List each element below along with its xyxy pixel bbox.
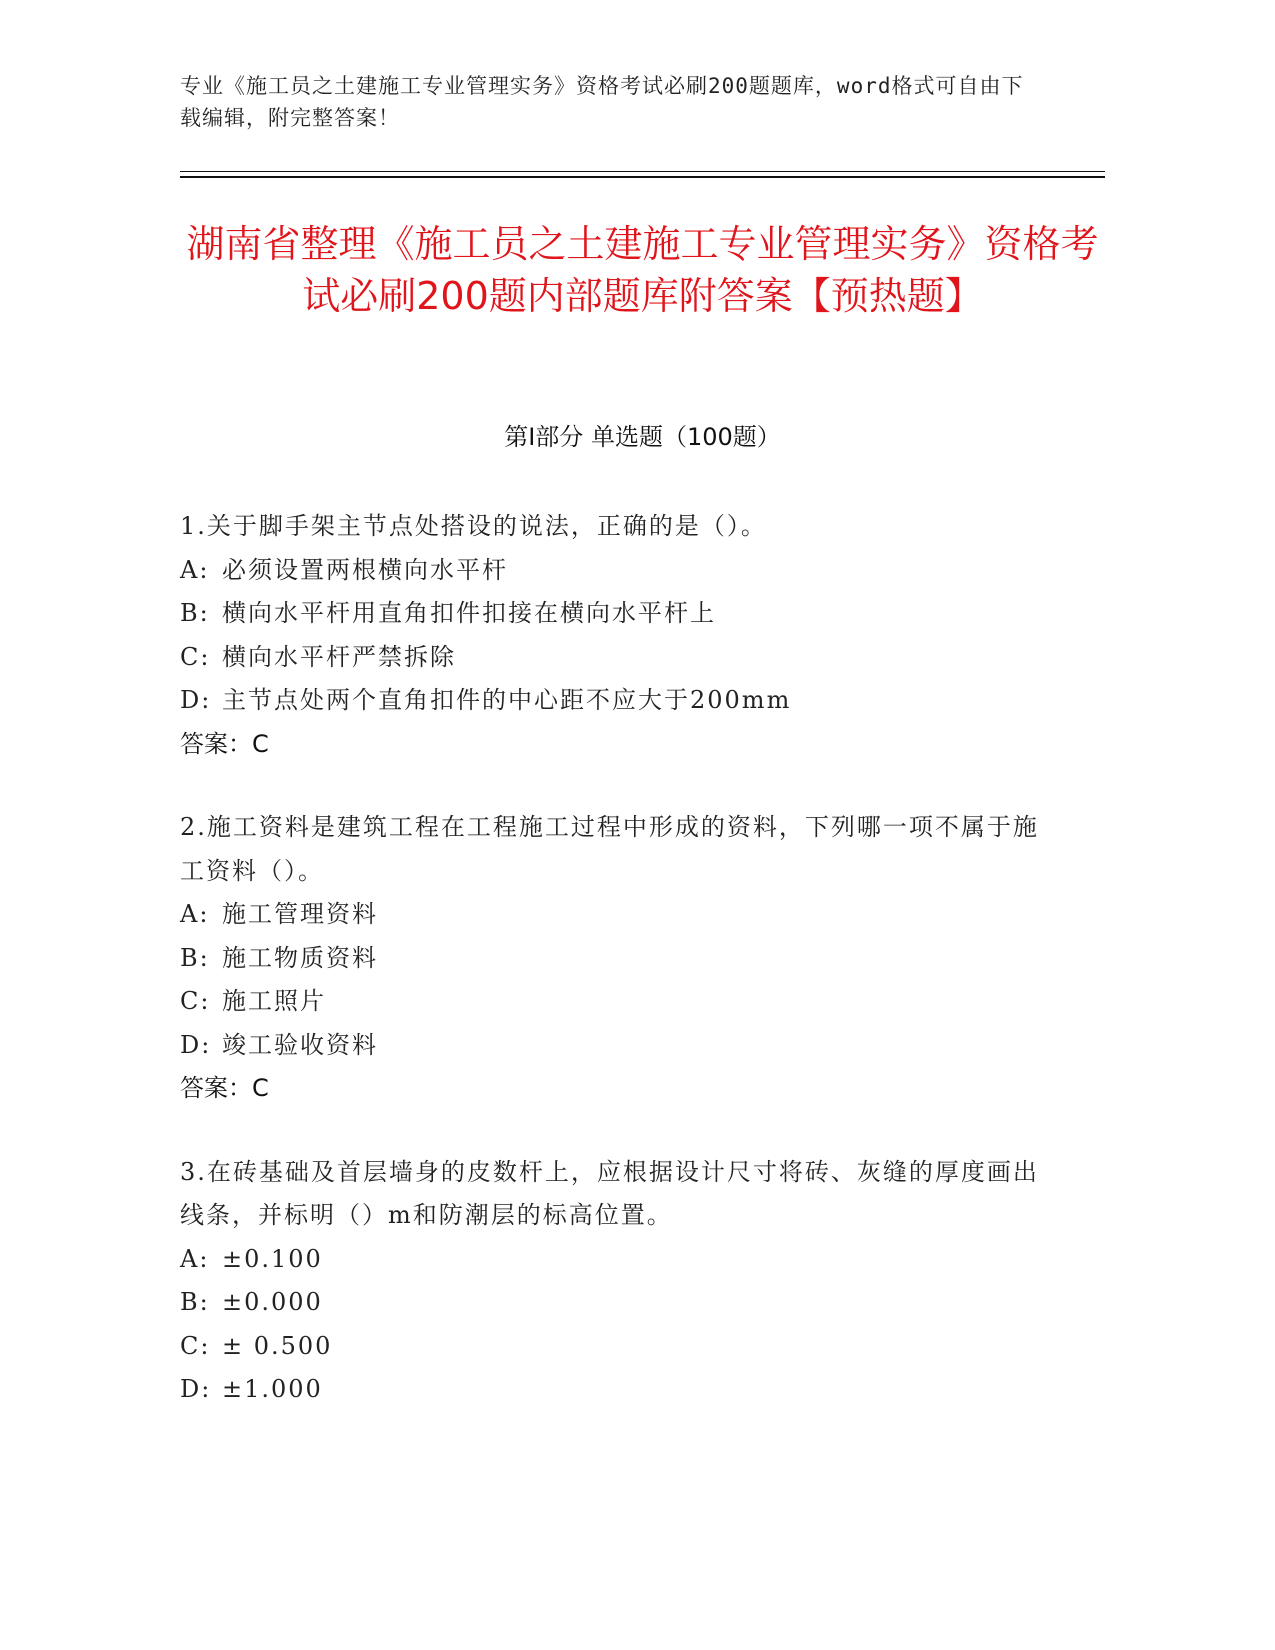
- header-divider-thick: [180, 176, 1105, 178]
- option-letter: D:: [180, 686, 212, 714]
- question-stem: 3.在砖基础及首层墙身的皮数杆上，应根据设计尺寸将砖、灰缝的厚度画出线条，并标明（）m和防潮层的标高位置。: [180, 1157, 1039, 1229]
- option-text: 竣工验收资料: [222, 1030, 378, 1059]
- option-letter: A:: [180, 555, 210, 584]
- header-note: 专业《施工员之土建施工专业管理实务》资格考试必刷200题题库，word格式可自由下载编辑，附完整答案！: [180, 74, 1024, 130]
- question-option: [180, 636, 1040, 680]
- option-letter: A:: [180, 900, 210, 928]
- option-letter: D:: [180, 1375, 212, 1403]
- answer-line: 答案：C: [180, 1074, 269, 1102]
- option-text: ±0.000: [222, 1288, 323, 1316]
- option-text: ± 0.500: [222, 1331, 333, 1360]
- option-text: 必须设置两根横向水平杆: [222, 555, 508, 584]
- section-title: 第Ⅰ部分 单选题（100题）: [504, 423, 781, 451]
- option-letter: A:: [180, 1244, 210, 1273]
- question-item: [180, 806, 1040, 1111]
- option-letter: D:: [180, 1030, 212, 1059]
- header-divider-thin: [180, 171, 1105, 172]
- question-stem: 2.施工资料是建筑工程在工程施工过程中形成的资料，下列哪一项不属于施工资料（）。: [180, 813, 1039, 885]
- question-item: [180, 505, 1040, 766]
- question-option: [180, 893, 1040, 937]
- option-text: ±0.100: [222, 1244, 323, 1273]
- question-option: [180, 1281, 1040, 1325]
- option-letter: C:: [180, 987, 211, 1015]
- option-letter: B:: [180, 599, 210, 627]
- question-item: [180, 1151, 1040, 1412]
- question-list: [180, 505, 1040, 1452]
- option-text: 施工管理资料: [222, 900, 378, 928]
- document-title: 湖南省整理《施工员之土建施工专业管理实务》资格考试必刷200题内部题库附答案【预热题】: [186, 222, 1099, 318]
- option-text: 施工照片: [222, 987, 326, 1015]
- question-stem: 1.关于脚手架主节点处搭设的说法，正确的是（）。: [180, 512, 767, 540]
- option-letter: B:: [180, 943, 210, 972]
- question-option: [180, 1368, 1040, 1412]
- option-text: ±1.000: [222, 1375, 323, 1403]
- option-text: 主节点处两个直角扣件的中心距不应大于200mm: [222, 686, 792, 714]
- question-option: [180, 1238, 1040, 1282]
- option-letter: C:: [180, 642, 211, 671]
- answer-line: 答案：C: [180, 729, 269, 758]
- option-text: 横向水平杆用直角扣件扣接在横向水平杆上: [222, 599, 716, 627]
- option-letter: C:: [180, 1331, 211, 1360]
- question-option: [180, 980, 1040, 1024]
- question-option: [180, 1024, 1040, 1068]
- option-text: 施工物质资料: [222, 943, 378, 972]
- question-option: [180, 549, 1040, 593]
- question-option: [180, 1325, 1040, 1369]
- question-option: [180, 937, 1040, 981]
- question-option: [180, 679, 1040, 723]
- option-text: 横向水平杆严禁拆除: [222, 642, 456, 671]
- question-option: [180, 592, 1040, 636]
- option-letter: B:: [180, 1288, 210, 1316]
